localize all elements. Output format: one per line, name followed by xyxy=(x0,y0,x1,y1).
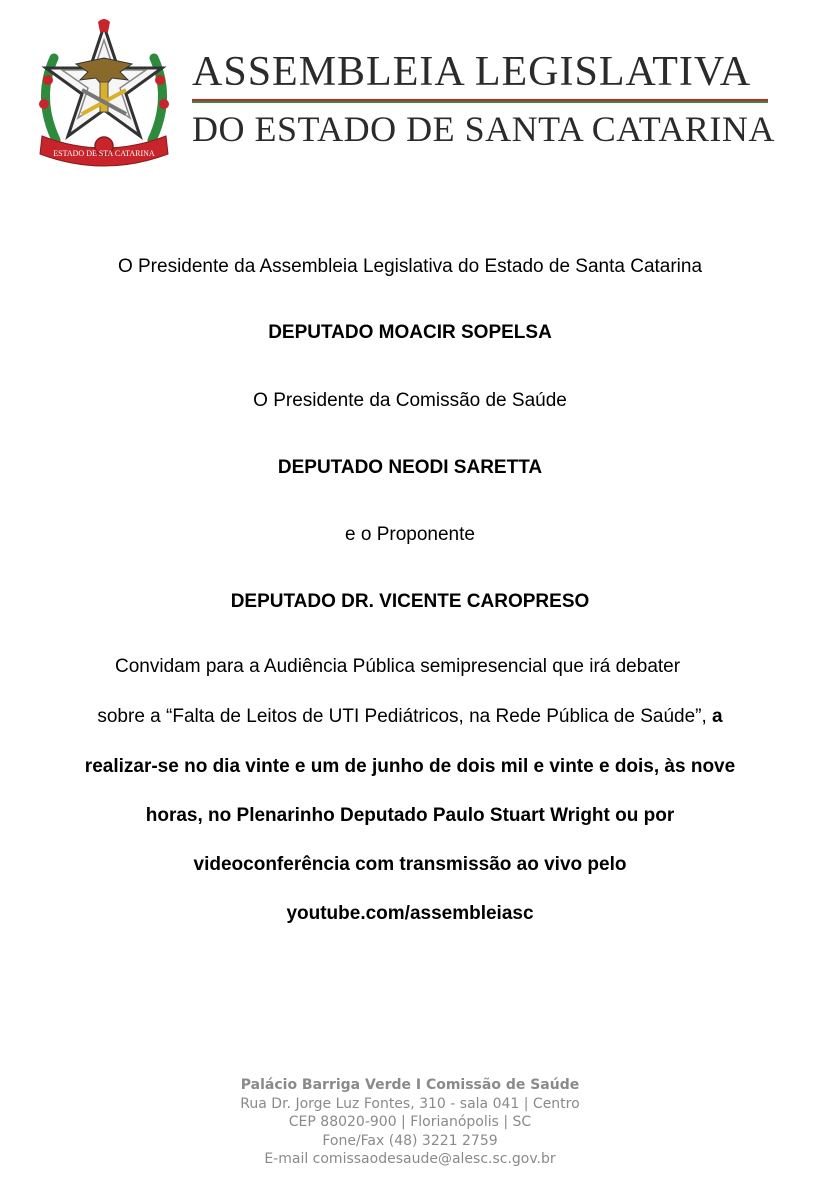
commission-president-label: O Presidente da Comissão de Saúde xyxy=(253,390,567,411)
invitation-line-4: horas, no Plenarinho Deputado Paulo Stuart Wright ou por xyxy=(145,805,675,826)
footer-contact xyxy=(0,1076,820,1169)
assembly-president-label: O Presidente da Assembleia Legislativa do Estado de Santa Catarina xyxy=(117,256,703,277)
footer-title: Palácio Barriga Verde I Comissão de Saúde xyxy=(240,1077,580,1093)
footer-cep: CEP 88020-900 | Florianópolis | SC xyxy=(288,1114,532,1130)
title-divider xyxy=(192,99,768,103)
invitation-line-3: realizar-se no dia vinte e um de junho de dois mil e vinte e dois, às nove xyxy=(84,756,736,777)
footer-phone: Fone/Fax (48) 3221 2759 xyxy=(322,1132,498,1149)
seal-ribbon-text: ESTADO DE STA CATARINA xyxy=(53,149,155,158)
proponent-label: e o Proponente xyxy=(345,524,475,545)
deputy-name-1: DEPUTADO MOACIR SOPELSA xyxy=(268,322,552,343)
deputy-name-2: DEPUTADO NEODI SARETTA xyxy=(277,457,543,478)
invitation-line-2 xyxy=(0,706,820,728)
invitation-line-1: Convidam para a Audiência Pública semipresencial que irá debater xyxy=(115,656,681,677)
deputy-name-3: DEPUTADO DR. VICENTE CAROPRESO xyxy=(230,591,590,612)
state-coat-of-arms-icon xyxy=(34,18,174,170)
invitation-connector: a xyxy=(712,706,723,727)
letterhead xyxy=(34,18,784,178)
footer-email: E-mail comissaodesaude@alesc.sc.gov.br xyxy=(264,1151,556,1167)
invitation-topic: sobre a “Falta de Leitos de UTI Pediátricos, na Rede Pública de Saúde”, xyxy=(97,706,713,727)
invitation-line-5: videoconferência com transmissão ao vivo pelo xyxy=(193,854,627,875)
institution-subtitle: DO ESTADO DE SANTA CATARINA xyxy=(192,109,775,149)
stream-url: youtube.com/assembleiasc xyxy=(286,903,534,924)
footer-address: Rua Dr. Jorge Luz Fontes, 310 - sala 041 | Centro xyxy=(240,1095,580,1112)
institution-title: ASSEMBLEIA LEGISLATIVA xyxy=(192,49,752,95)
